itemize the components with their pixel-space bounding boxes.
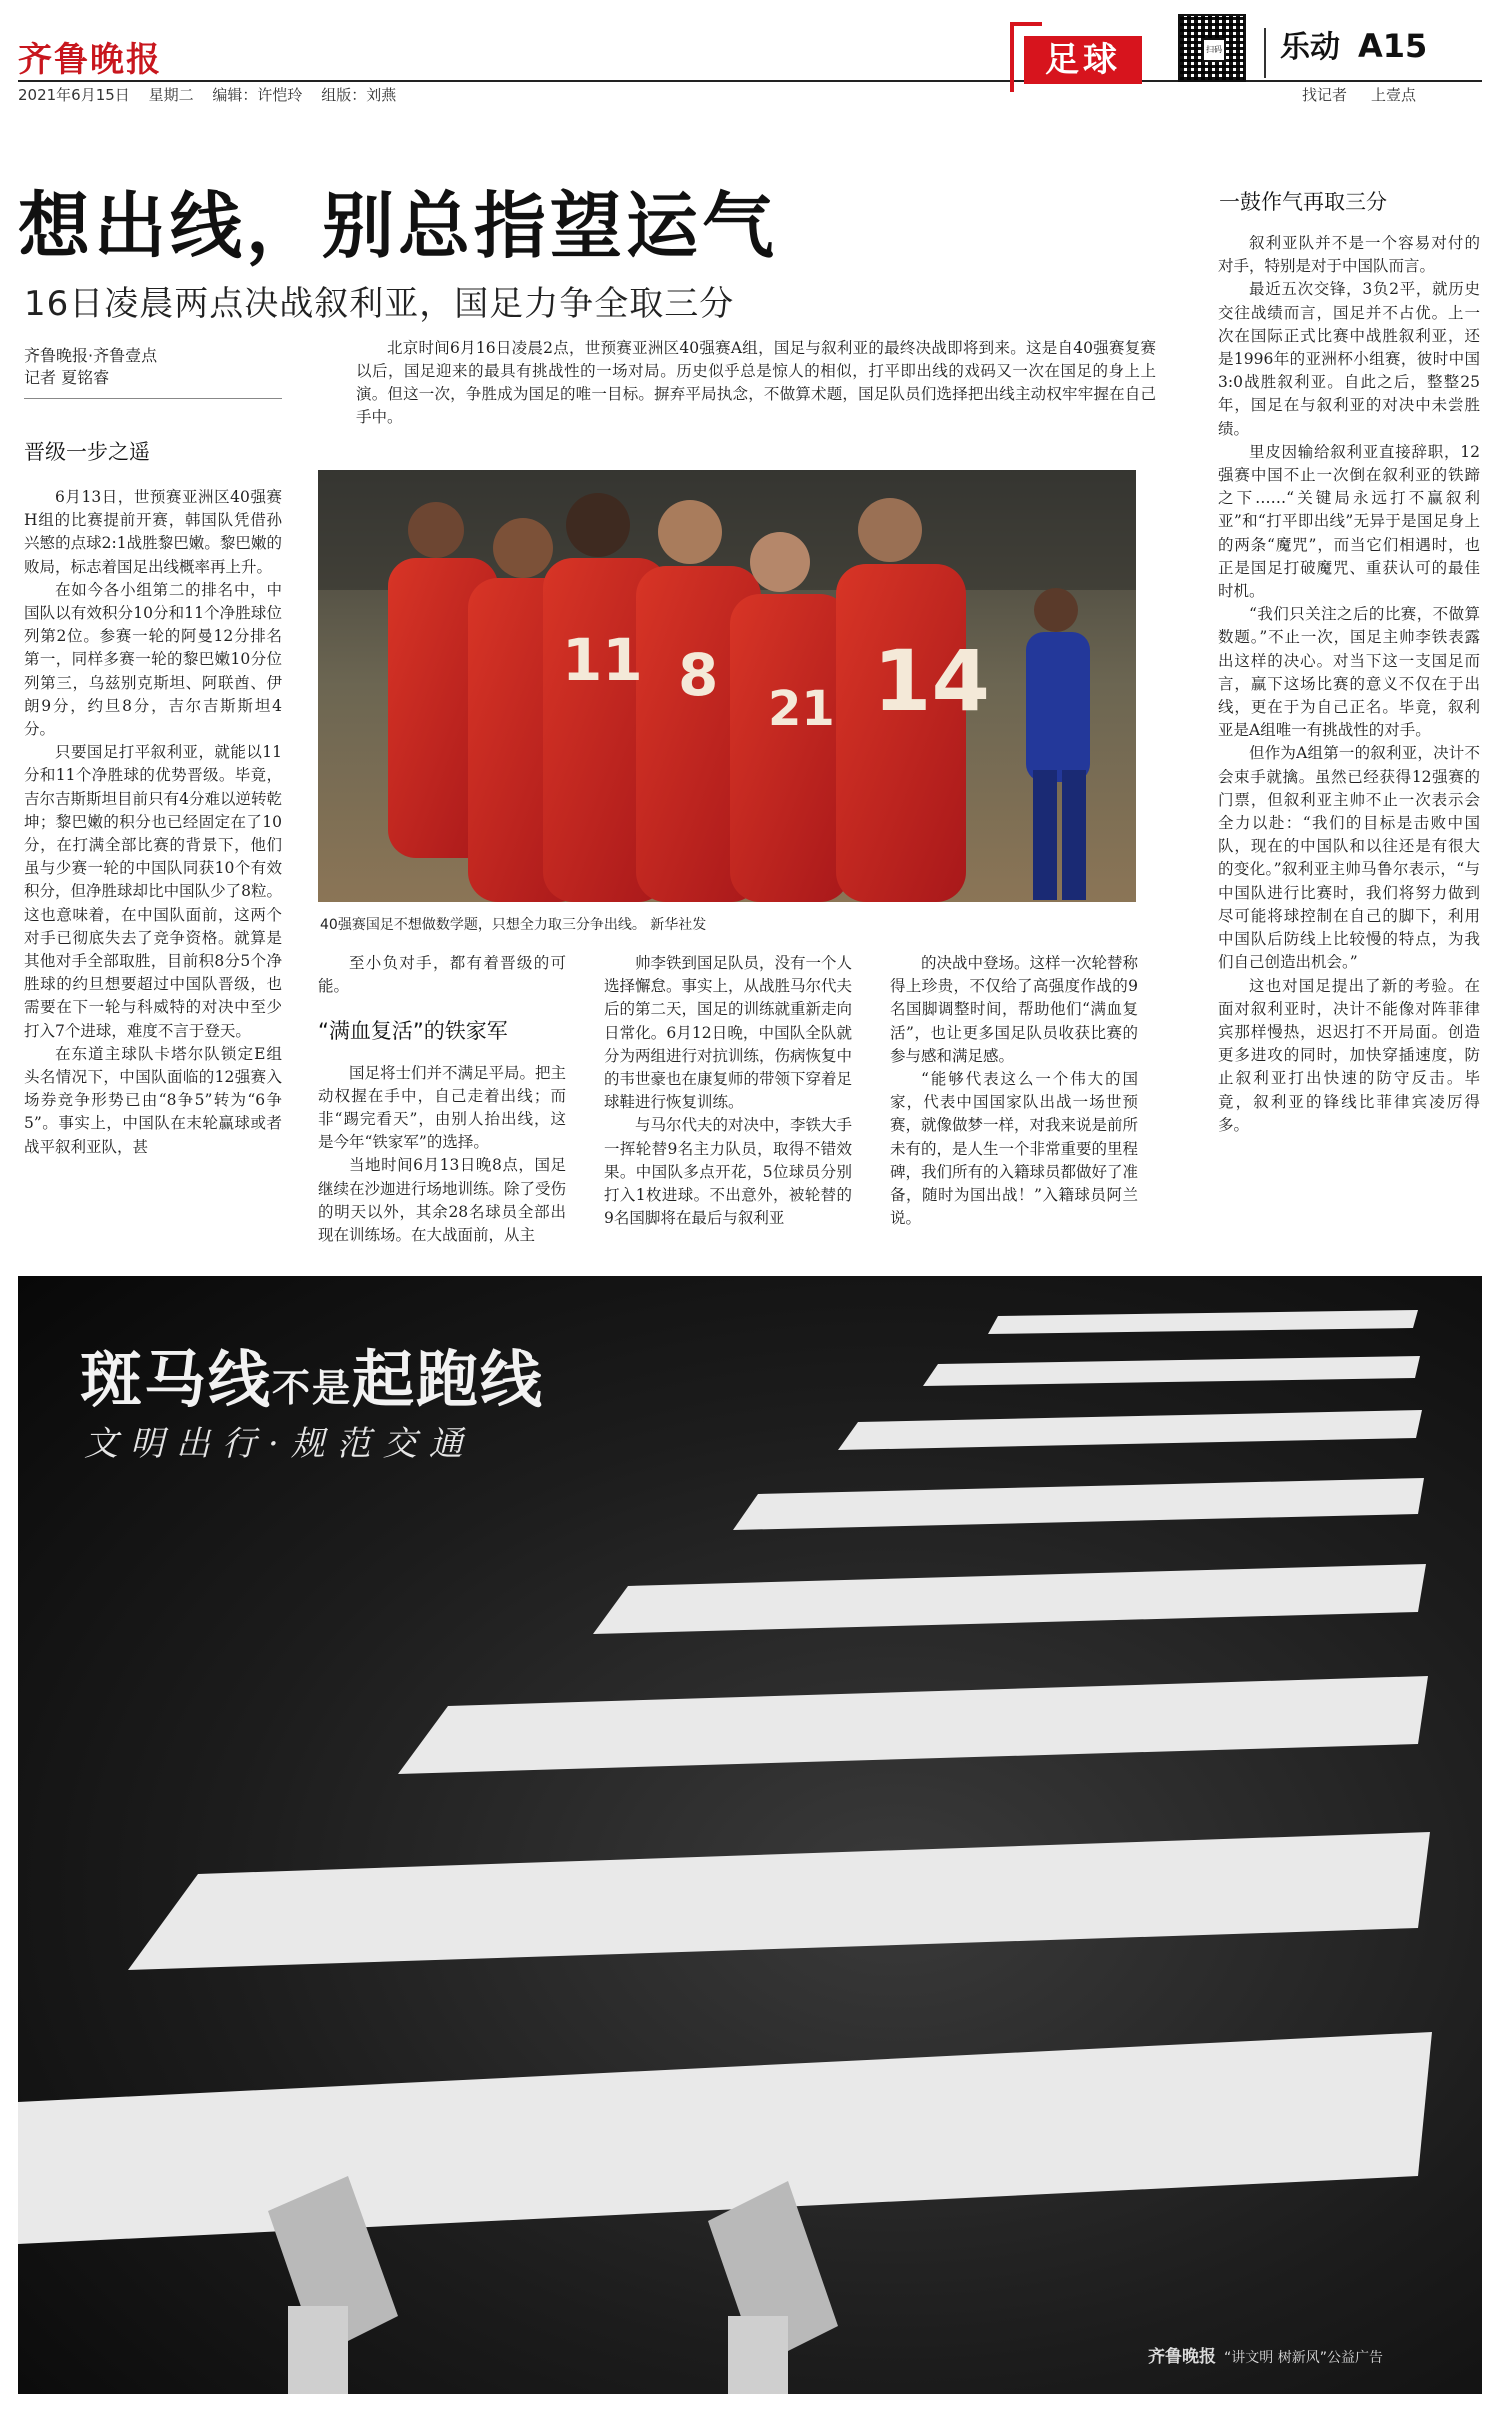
article-lead: 北京时间6月16日凌晨2点，世预赛亚洲区40强赛A组，国足与叙利亚的最终决战即将到来。这是自40强赛复赛以后，国足迎来的最具有挑战性的一场对局。历史似乎总是惊人的相似，打平即出线的戏码又一次在国足的身上上演。但这一次，争胜成为国足的唯一目标。摒弃平局执念，不做算术题，国足队员们选择把出线主动权牢牢握在自己手中。 (356, 339, 1156, 426)
paragraph: 这也对国足提出了新的考验。在面对叙利亚时，决计不能像对阵菲律宾那样慢热，迟迟打不开局面。创造更多进攻的同时，加快穿插速度，防止叙利亚打出快速的防守反击。毕竟，叙利亚的锋线比菲律宾凌厉得多。 (1218, 976, 1480, 1134)
byline (24, 345, 282, 389)
dateline (18, 84, 410, 105)
article-column-2 (318, 952, 566, 1247)
paragraph: 当地时间6月13日晚8点，国足继续在沙迦进行场地训练。除了受伤的明天以外，其余28名球员全部出现在训练场。在大战面前，从主 (318, 1156, 567, 1245)
section-label: 足球 (1024, 36, 1142, 84)
ad-subtitle: 文明出行·规范交通 (84, 1424, 475, 1464)
jersey-number-21: 21 (768, 681, 835, 737)
byline-rule (24, 398, 282, 399)
qr-center-label: 扫码 (1202, 38, 1226, 62)
reporter-label-b: 上壹点 (1371, 86, 1417, 104)
side-column-title: 一鼓作气再取三分 (1219, 190, 1387, 214)
issue-date: 2021年6月15日 (18, 86, 130, 104)
masthead (18, 14, 1482, 104)
photo-caption: 40强赛国足不想做数学题，只想全力取三分争出线。 新华社发 (320, 917, 707, 933)
byline-reporter: 记者 夏铭睿 (24, 368, 110, 387)
paragraph: “我们只关注之后的比赛，不做算数题。”不止一次，国足主帅李铁表露出这样的决心。对当下这一支国足而言，赢下这场比赛的意义不仅在于出线，更在于为自己正名。毕竟，叙利亚是A组唯一有挑战性的对手。 (1218, 605, 1480, 740)
ad-headline (80, 1330, 544, 1419)
paragraph: 只要国足打平叙利亚，就能以11分和11个净胜球的优势晋级。毕竟，吉尔吉斯斯坦目前只有4分难以逆转乾坤；黎巴嫩的积分也已经固定在了10分，在打满全部比赛的背景下，他们虽与少赛一轮的中国队同获10个有效积分，但净胜球却比中国队少了8粒。这也意味着，在中国队面前，这两个对手已彻底失去了竞争资格。就算是其他对手全部取胜，目前积8分5个净胜球的约旦想要超过中国队晋级，也需要在下一轮与科威特的对决中至少打入7个进球，难度不言于登天。 (24, 743, 282, 1040)
section1-title: 晋级一步之遥 (24, 440, 150, 464)
article-headline: 想出线，别总指望运气 (18, 184, 779, 268)
article-column-3 (604, 952, 852, 1230)
paragraph: 帅李铁到国足队员，没有一个人选择懈怠。事实上，从战胜马尔代夫后的第二天，国足的训练就重新走向日常化。6月12日晚，中国队全队就分为两组进行对抗训练，伤病恢复中的韦世豪也在康复师的带领下穿着足球鞋进行恢复训练。 (604, 954, 853, 1112)
byline-source: 齐鲁晚报·齐鲁壹点 (24, 346, 158, 365)
article-side-column (1218, 232, 1480, 1137)
paragraph: 叙利亚队并不是一个容易对付的对手，特别是对于中国队而言。 (1218, 234, 1480, 276)
ad-title-b: 不是 (272, 1365, 353, 1410)
paragraph: 里皮因输给叙利亚直接辞职，12强赛中国不止一次倒在叙利亚的铁蹄之下……“关键局永远打不赢叙利亚”和“打平即出线”无异于是国足身上的两条“魔咒”，而当它们相遇时，也正是国足打破魔咒、重获认可的最佳时机。 (1218, 442, 1480, 601)
layout-credit: 组版：刘燕 (321, 86, 397, 104)
jersey-number-11: 11 (562, 626, 643, 694)
article-column-1 (24, 486, 282, 1159)
section2-title: “满血复活”的铁家军 (318, 1019, 508, 1044)
ad-credit (1148, 2342, 1383, 2367)
editor-credit: 编辑：许恺玲 (212, 86, 303, 104)
newspaper-logo: 齐鲁晚报 (18, 40, 162, 80)
paragraph: “能够代表这么一个伟大的国家，代表中国国家队出战一场世预赛，就像做梦一样，对我来说是前所未有的，是人生一个非常重要的里程碑，我们所有的入籍球员都做好了准备，随时为国出战！”入籍球员阿兰说。 (890, 1070, 1139, 1228)
paragraph: 的决战中登场。这样一次轮替称得上珍贵，不仅给了高强度作战的9名国脚调整时间，帮助他们“满血复活”，也让更多国足队员收获比赛的参与感和满足感。 (890, 954, 1139, 1065)
jersey-number-8: 8 (678, 641, 719, 709)
reporter-contact (1302, 84, 1440, 105)
public-service-ad (18, 1276, 1482, 2394)
ad-credit-logo: 齐鲁晚报 (1148, 2347, 1216, 2367)
ad-title-c: 起跑线 (352, 1343, 545, 1416)
paragraph: 至小负对手，都有着晋级的可能。 (318, 954, 566, 996)
header-divider (1264, 28, 1266, 78)
paragraph: 国足将士们并不满足平局。把主动权握在手中，自己走着出线；而非“踢完看天”，由别人抬出线，这是今年“铁家军”的选择。 (318, 1063, 567, 1152)
ad-credit-text: “讲文明 树新风”公益广告 (1224, 2350, 1383, 2366)
page-section: 乐动 (1280, 30, 1340, 65)
paragraph: 与马尔代夫的对决中，李铁大手一挥轮替9名主力队员，取得不错效果。中国队多点开花，5位球员分别打入1枚进球。不出意外，被轮替的9名国脚将在最后与叙利亚 (604, 1116, 853, 1228)
team-celebration-photo (318, 470, 1136, 902)
ad-title-a: 斑马线 (80, 1343, 273, 1416)
paragraph: 6月13日，世预赛亚洲区40强赛H组的比赛提前开赛，韩国队凭借孙兴慜的点球2:1战胜黎巴嫩。黎巴嫩的败局，标志着国足出线概率再上升。 (24, 488, 282, 576)
page-number: A15 (1358, 27, 1428, 65)
photo-illustration (318, 470, 1136, 902)
section-tag (1010, 22, 1150, 94)
paragraph: 在东道主球队卡塔尔队锁定E组头名情况下，中国队面临的12强赛入场券竞争形势已由“8争5”转为“6争5”。事实上，中国队在末轮赢球或者战平叙利亚队，甚 (24, 1044, 282, 1156)
jersey-number-14: 14 (873, 632, 990, 730)
paragraph: 但作为A组第一的叙利亚，决计不会束手就擒。虽然已经获得12强赛的门票，但叙利亚主帅不止一次表示会全力以赴：“我们的目标是击败中国队，现在的中国队和以往还是有很大的变化。”叙利亚主帅马鲁尔表示，“与中国队进行比赛时，我们将努力做到尽可能将球控制在自己的脚下，利用中国队后防线上比较慢的特点，为我们自己创造出机会。” (1218, 744, 1480, 972)
header-rule (18, 80, 1482, 82)
article-subhead: 16日凌晨两点决战叙利亚，国足力争全取三分 (24, 284, 735, 324)
article-column-4 (890, 952, 1138, 1230)
paragraph: 最近五次交锋，3负2平，就历史交往战绩而言，国足并不占优。上一次在国际正式比赛中战胜叙利亚，还是1996年的亚洲杯小组赛，彼时中国3:0战胜叙利亚。自此之后，整整25年，国足在与叙利亚的对决中未尝胜绩。 (1218, 280, 1480, 438)
issue-weekday: 星期二 (148, 86, 194, 104)
reporter-label-a: 找记者 (1302, 86, 1348, 104)
qr-code-icon[interactable] (1178, 14, 1246, 82)
bollard-right (708, 2181, 838, 2394)
page-label (1280, 22, 1427, 66)
paragraph: 在如今各小组第二的排名中，中国队以有效积分10分和11个净胜球位列第2位。参赛一轮的阿曼12分排名第一，同样多赛一轮的黎巴嫩10分位列第三，乌兹别克斯坦、阿联酋、伊朗9分，约旦8分，吉尔吉斯斯坦4分。 (24, 580, 282, 739)
